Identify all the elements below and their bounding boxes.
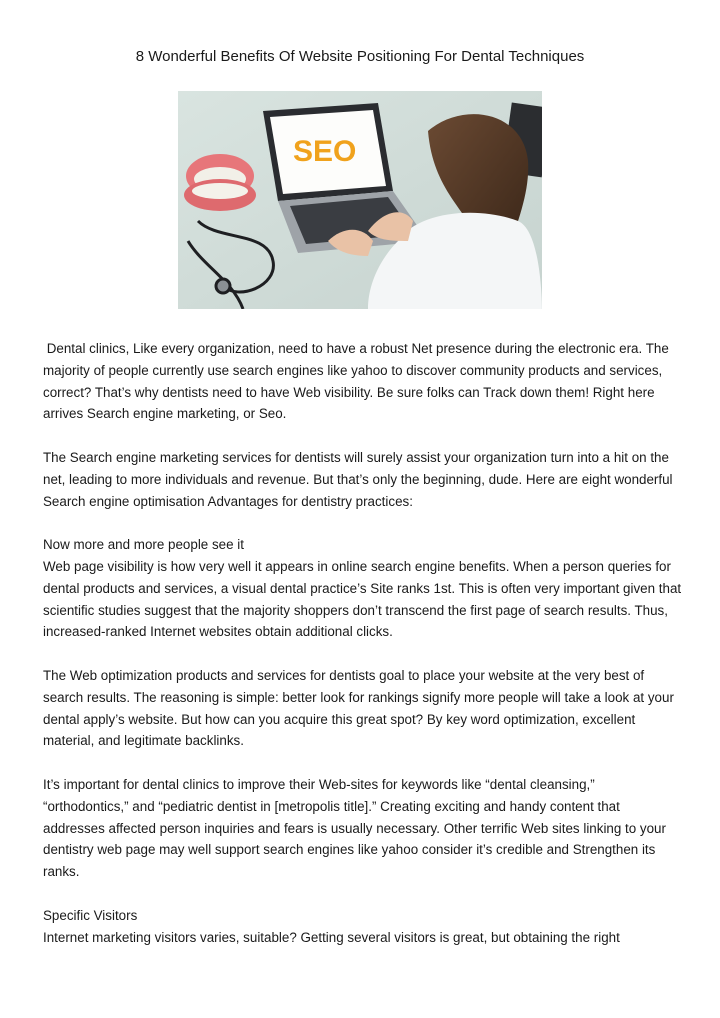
paragraph-visibility: Web page visibility is how very well it appears in online search engine benefits. When a person queries for dental products and services, a visual dental practice’s Site ranks 1st. This is often very important given that scientific studies suggest that the majority shoppers don’t transcend the first page of search results. Thus, increased-ranked Internet websites obtain additional clicks. xyxy=(43,558,685,640)
section-heading-visibility: Now more and more people see it xyxy=(43,537,244,553)
section-heading-visitors: Specific Visitors xyxy=(43,907,138,923)
document-title: 8 Wonderful Benefits Of Website Positioning For Dental Techniques xyxy=(135,48,585,65)
article-body xyxy=(43,338,683,948)
paragraph-visitors: Internet marketing visitors varies, suitable? Getting several visitors is great, but obtaining the right xyxy=(43,929,620,945)
hero-image xyxy=(178,91,542,309)
denture-icon xyxy=(184,154,256,211)
seo-screen-text: SEO xyxy=(293,135,357,168)
paragraph-keywords: It’s important for dental clinics to improve their Web-sites for keywords like “dental cleansing,” “orthodontics,” and “pediatric dentist in [metropolis title].” Creating exciting and handy content that addresses affected person inquiries and fears is usually necessary. Other terrific Web sites linking to your dentistry web page may well support search engines like yahoo consider it’s credible and Strengthen its ranks. xyxy=(43,776,670,880)
paragraph-optimization: The Web optimization products and services for dentists goal to place your website at the very best of search results. The reasoning is simple: better look for rankings signify more people will take a look at your dental apply’s website. But how can you acquire this great spot? By key word optimization, excellent material, and legitimate backlinks. xyxy=(43,667,678,749)
paragraph-seo-services: The Search engine marketing services for dentists will surely assist your organization turn into a hit on the net, leading to more individuals and revenue. But that’s only the beginning, dude. Here are eight wonderful Search engine optimisation Advantages for dentistry practices: xyxy=(43,449,677,509)
paragraph-intro: Dental clinics, Like every organization, need to have a robust Net presence during the electronic era. The majority of people currently use search engines like yahoo to discover community products and services, correct? That’s why dentists need to have Web visibility. Be sure folks can Track down them! Right here arrives Search engine marketing, or Seo. xyxy=(43,341,673,422)
